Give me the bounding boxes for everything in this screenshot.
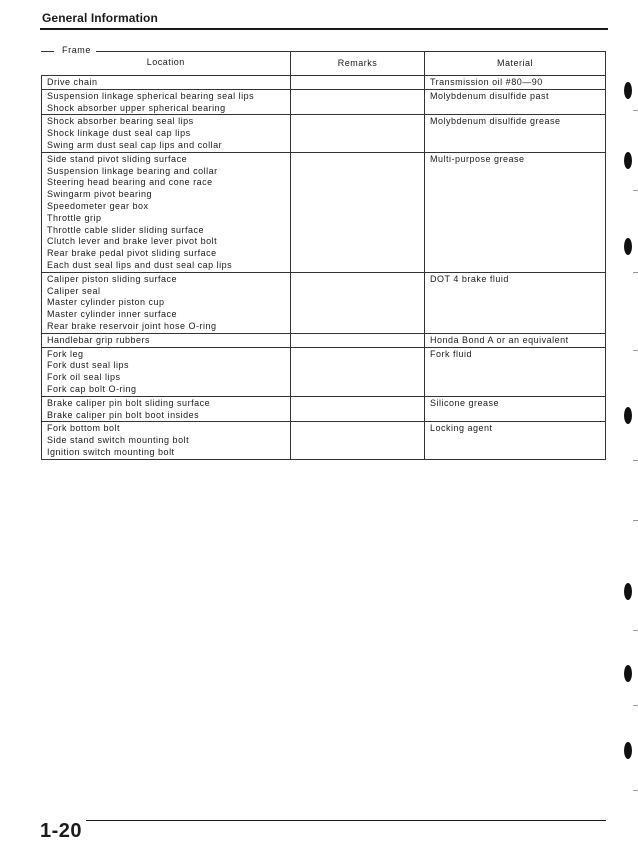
margin-tick [633, 520, 638, 521]
margin-tick [633, 350, 638, 351]
cell-remarks [291, 115, 425, 152]
table-row [42, 152, 606, 272]
binder-hole-mark [624, 152, 632, 169]
column-header-remarks: Remarks [291, 52, 425, 76]
table-row [42, 347, 606, 396]
location-line: Shock absorber bearing seal lips [47, 116, 194, 127]
cell-material [425, 396, 606, 422]
cell-material [425, 272, 606, 333]
binder-hole-mark [624, 583, 632, 600]
cell-material [425, 152, 606, 272]
cell-remarks [291, 152, 425, 272]
cell-material [425, 115, 606, 152]
location-line: Master cylinder piston cup [47, 297, 165, 308]
cell-remarks [291, 422, 425, 459]
material-text: Fork fluid [430, 348, 473, 359]
table-body [42, 76, 606, 460]
binder-hole-mark [624, 742, 632, 759]
location-line: Fork leg [47, 348, 84, 359]
location-line: Caliper piston sliding surface [47, 273, 178, 284]
location-line: Rear brake reservoir joint hose O-ring [47, 320, 217, 331]
cell-location [42, 76, 291, 90]
location-line: Side stand pivot sliding surface [47, 153, 188, 164]
margin-tick [633, 705, 638, 706]
location-line: Speedometer gear box [47, 200, 149, 211]
column-header-location: Location [42, 52, 291, 76]
table-row [42, 422, 606, 459]
cell-material [425, 76, 606, 90]
material-text: Silicone grease [430, 397, 500, 408]
material-text: Locking agent [430, 423, 493, 434]
location-line: Swingarm pivot bearing [47, 189, 153, 200]
cell-location [42, 347, 291, 396]
location-line: Steering head bearing and cone race [47, 177, 213, 188]
location-line: Brake caliper pin bolt sliding surface [47, 397, 211, 408]
material-text: Multi-purpose grease [430, 153, 525, 164]
lubrication-table [41, 51, 606, 460]
table-row [42, 272, 606, 333]
location-line: Suspension linkage bearing and collar [47, 165, 218, 176]
binder-hole-mark [624, 407, 632, 424]
cell-location [42, 333, 291, 347]
location-line: Caliper seal [47, 285, 101, 296]
cell-location [42, 272, 291, 333]
margin-tick [633, 630, 638, 631]
cell-location [42, 396, 291, 422]
location-line: Brake caliper pin bolt boot insides [47, 409, 200, 420]
header-rule [40, 28, 608, 30]
cell-material [425, 422, 606, 459]
material-text: Honda Bond A or an equivalent [430, 334, 569, 345]
location-line: Ignition switch mounting bolt [47, 446, 175, 457]
column-header-material: Material [425, 52, 606, 76]
cell-location [42, 422, 291, 459]
margin-tick [633, 272, 638, 273]
cell-location [42, 152, 291, 272]
table-header-row [42, 52, 606, 76]
location-line: Shock linkage dust seal cap lips [47, 128, 191, 139]
location-line: Throttle cable slider sliding surface [47, 224, 205, 235]
location-line: Clutch lever and brake lever pivot bolt [47, 236, 218, 247]
binder-hole-mark [624, 238, 632, 255]
section-label-frame: Frame [58, 45, 95, 55]
margin-tick [633, 460, 638, 461]
location-line: Suspension linkage spherical bearing seal lips [47, 90, 255, 101]
cell-location [42, 89, 291, 115]
margin-tick [633, 110, 638, 111]
cell-remarks [291, 76, 425, 90]
location-line: Fork dust seal lips [47, 360, 130, 371]
table-row [42, 76, 606, 90]
location-line: Fork oil seal lips [47, 372, 121, 383]
location-line: Fork bottom bolt [47, 423, 121, 434]
location-line: Fork cap bolt O-ring [47, 383, 137, 394]
cell-remarks [291, 333, 425, 347]
page-header-title: General Information [42, 11, 158, 25]
location-line: Each dust seal lips and dust seal cap lips [47, 259, 233, 270]
page-number: 1-20 [40, 820, 83, 842]
footer-rule [86, 820, 606, 821]
location-line: Master cylinder inner surface [47, 309, 178, 320]
location-line: Throttle grip [47, 212, 102, 223]
location-line: Shock absorber upper spherical bearing [47, 102, 226, 113]
margin-tick [633, 790, 638, 791]
cell-remarks [291, 396, 425, 422]
table-row [42, 89, 606, 115]
material-text: Molybdenum disulfide past [430, 90, 550, 101]
margin-tick [633, 190, 638, 191]
cell-location [42, 115, 291, 152]
cell-remarks [291, 347, 425, 396]
cell-material [425, 333, 606, 347]
cell-remarks [291, 89, 425, 115]
cell-remarks [291, 272, 425, 333]
location-line: Rear brake pedal pivot sliding surface [47, 248, 217, 259]
binder-hole-mark [624, 82, 632, 99]
material-text: Transmission oil #80—90 [430, 77, 543, 87]
cell-material [425, 89, 606, 115]
location-line: Drive chain [47, 77, 98, 87]
table-row [42, 115, 606, 152]
cell-material [425, 347, 606, 396]
location-line: Side stand switch mounting bolt [47, 435, 190, 446]
table-row [42, 396, 606, 422]
material-text: DOT 4 brake fluid [430, 273, 509, 284]
location-line: Handlebar grip rubbers [47, 334, 151, 345]
material-text: Molybdenum disulfide grease [430, 116, 561, 127]
binder-hole-mark [624, 665, 632, 682]
location-line: Swing arm dust seal cap lips and collar [47, 139, 223, 150]
table-row [42, 333, 606, 347]
